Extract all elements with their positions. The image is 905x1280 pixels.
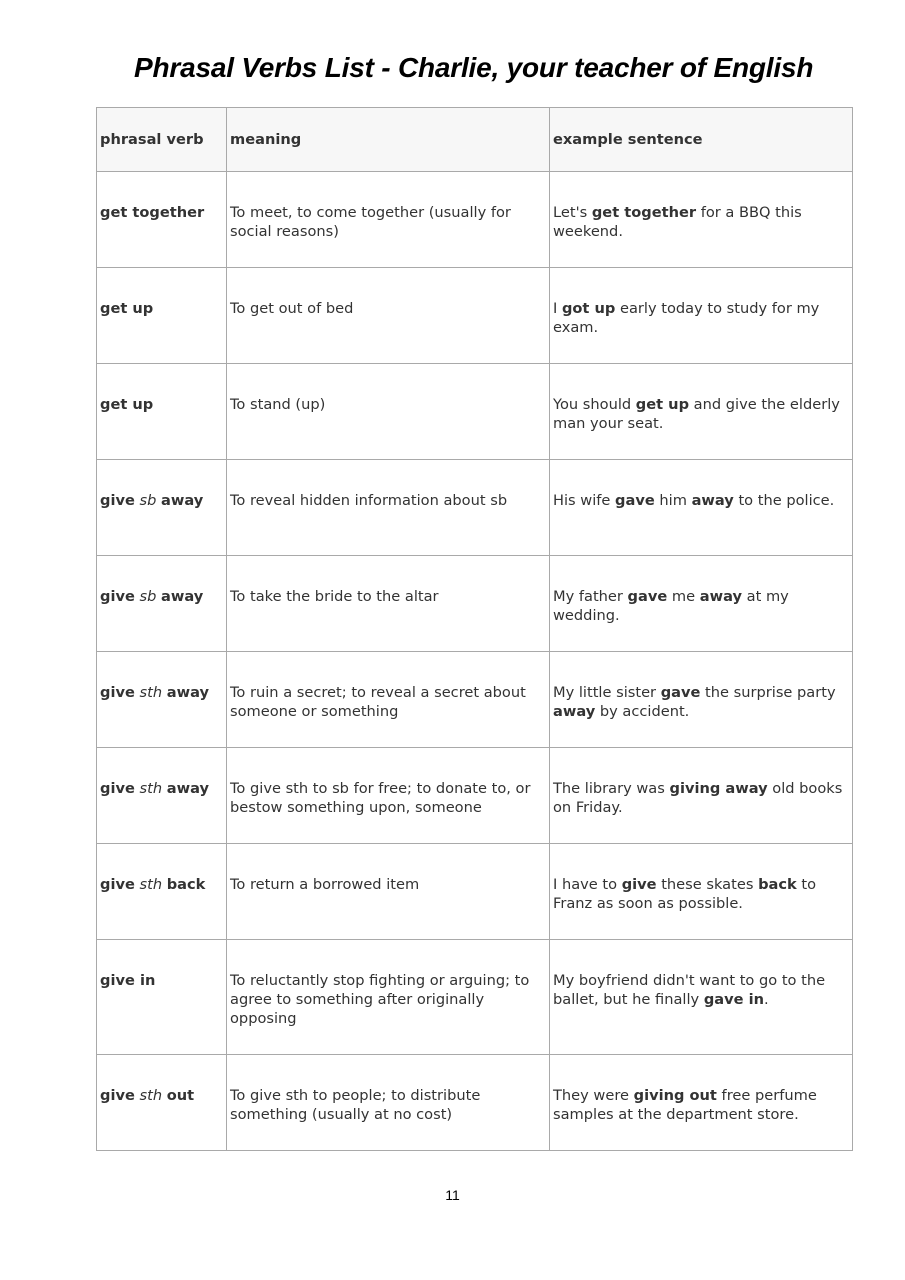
text-segment: giving away [669, 780, 768, 797]
text-segment: away [161, 492, 204, 509]
phrasal-verb-cell [97, 460, 227, 556]
text-segment: give [100, 780, 135, 797]
phrasal-verb-cell [97, 940, 227, 1055]
example-sentence-cell [550, 844, 853, 940]
text-segment: gave in [703, 991, 764, 1008]
meaning-cell: To reluctantly stop fighting or arguing; to agree to something after originally opposing [227, 940, 550, 1055]
text-segment: give [621, 876, 657, 893]
text-segment: got up [561, 300, 616, 317]
text-segment: give [100, 588, 135, 605]
phrasal-verb-cell [97, 268, 227, 364]
meaning-cell: To meet, to come together (usually for social reasons) [227, 172, 550, 268]
phrasal-verb-cell [97, 844, 227, 940]
text-segment: give in [100, 972, 156, 989]
text-segment: sb [139, 492, 157, 509]
table-row [97, 460, 853, 556]
page-title: Phrasal Verbs List - Charlie, your teacher of English [134, 52, 814, 83]
text-segment: The library was [553, 780, 670, 797]
meaning-cell: To reveal hidden information about sb [227, 460, 550, 556]
example-sentence-cell [550, 1055, 853, 1151]
text-segment: away [166, 780, 209, 797]
text-segment: My father [553, 588, 628, 605]
table-row [97, 844, 853, 940]
text-segment: give [100, 876, 135, 893]
header-phrasal-verb: phrasal verb [97, 108, 227, 172]
header-example-sentence: example sentence [550, 108, 853, 172]
text-segment: back [758, 876, 797, 893]
example-sentence-cell [550, 748, 853, 844]
phrasal-verb-cell [97, 556, 227, 652]
example-sentence-cell [550, 652, 853, 748]
page-number: 11 [445, 1187, 460, 1203]
text-segment: get up [100, 300, 154, 317]
text-segment: They were [553, 1087, 634, 1104]
table-row [97, 748, 853, 844]
text-segment: My boyfriend didn't want to go to the ballet, but he finally [553, 972, 826, 1008]
text-segment: early today to study for my exam. [553, 300, 820, 336]
example-sentence-cell [550, 364, 853, 460]
table-row [97, 268, 853, 364]
header-meaning: meaning [227, 108, 550, 172]
text-segment: back [166, 876, 206, 893]
phrasal-verb-cell [97, 1055, 227, 1151]
text-segment: free perfume samples at the department store. [553, 1087, 817, 1123]
meaning-cell: To stand (up) [227, 364, 550, 460]
text-segment: get together [100, 204, 205, 221]
text-segment: gave [660, 684, 701, 701]
example-sentence-cell [550, 556, 853, 652]
text-segment: sth [139, 780, 163, 797]
text-segment: get up [100, 396, 154, 413]
table-row [97, 940, 853, 1055]
text-segment: get together [591, 204, 697, 221]
phrasal-verbs-table [96, 107, 853, 1151]
text-segment: giving out [633, 1087, 717, 1104]
phrasal-verb-cell [97, 172, 227, 268]
phrasal-verb-cell [97, 652, 227, 748]
text-segment: old books on Friday. [553, 780, 843, 816]
table-header-row [97, 108, 853, 172]
meaning-cell: To ruin a secret; to reveal a secret about someone or something [227, 652, 550, 748]
table-row [97, 1055, 853, 1151]
text-segment: I have to [553, 876, 622, 893]
text-segment: at my wedding. [553, 588, 789, 624]
text-segment: me [667, 588, 700, 605]
text-segment: out [166, 1087, 195, 1104]
text-segment: away [166, 684, 209, 701]
meaning-cell: To give sth to sb for free; to donate to, or bestow something upon, someone [227, 748, 550, 844]
table-row [97, 364, 853, 460]
example-sentence-cell [550, 460, 853, 556]
meaning-cell: To get out of bed [227, 268, 550, 364]
text-segment: My little sister [553, 684, 661, 701]
meaning-cell: To take the bride to the altar [227, 556, 550, 652]
meaning-cell: To give sth to people; to distribute something (usually at no cost) [227, 1055, 550, 1151]
text-segment: to Franz as soon as possible. [553, 876, 817, 912]
meaning-cell: To return a borrowed item [227, 844, 550, 940]
text-segment: give [100, 492, 135, 509]
text-segment: to the police. [733, 492, 835, 509]
example-sentence-cell [550, 268, 853, 364]
text-segment: by accident. [595, 703, 690, 720]
text-segment: His wife [553, 492, 616, 509]
text-segment: gave [615, 492, 655, 509]
text-segment: gave [627, 588, 668, 605]
text-segment: the surprise party [700, 684, 836, 701]
text-segment: give [100, 1087, 135, 1104]
text-segment: away [161, 588, 204, 605]
text-segment: get up [635, 396, 690, 413]
text-segment: away [553, 703, 596, 720]
text-segment: sb [139, 588, 157, 605]
table-row [97, 172, 853, 268]
text-segment: away [699, 588, 742, 605]
text-segment: give [100, 684, 135, 701]
text-segment: and give the elderly man your seat. [553, 396, 840, 432]
text-segment: sth [139, 876, 163, 893]
text-segment: for a BBQ this weekend. [553, 204, 802, 240]
text-segment: I [553, 300, 562, 317]
text-segment: him [654, 492, 692, 509]
text-segment: these skates [656, 876, 759, 893]
example-sentence-cell [550, 940, 853, 1055]
text-segment: Let's [553, 204, 592, 221]
table-row [97, 556, 853, 652]
example-sentence-cell [550, 172, 853, 268]
phrasal-verb-cell [97, 364, 227, 460]
text-segment: sth [139, 684, 163, 701]
text-segment: You should [553, 396, 636, 413]
text-segment: sth [139, 1087, 163, 1104]
text-segment: away [691, 492, 734, 509]
phrasal-verb-cell [97, 748, 227, 844]
text-segment: . [764, 991, 769, 1008]
table-row [97, 652, 853, 748]
